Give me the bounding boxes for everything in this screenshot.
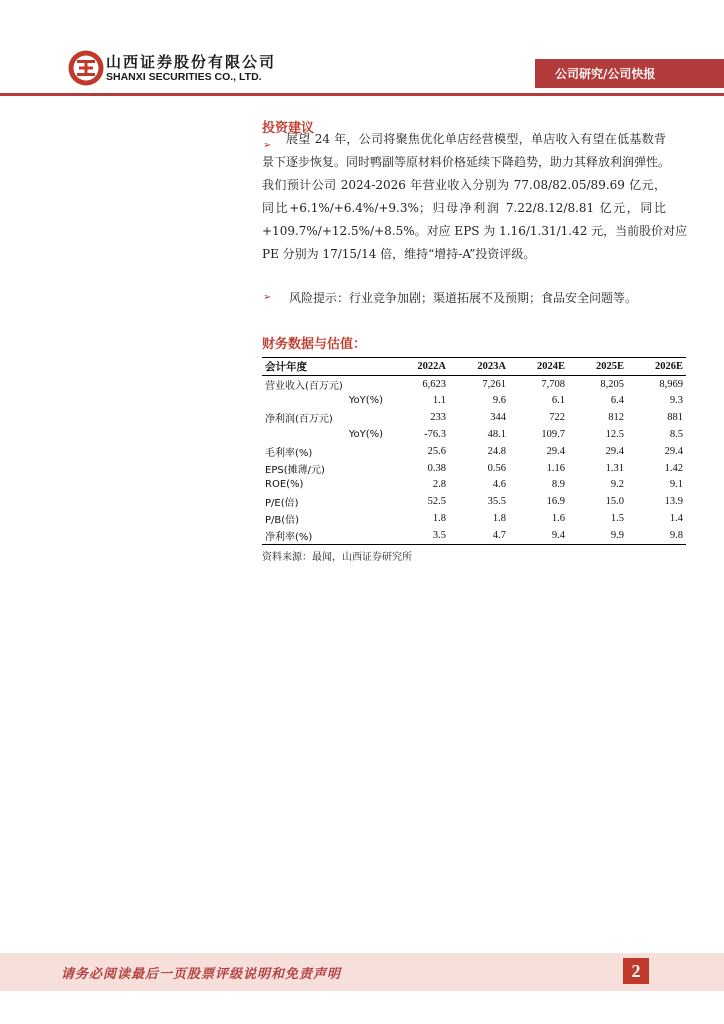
column-header: 会计年度 [265, 360, 307, 373]
table-cell: 1.6 [551, 513, 565, 525]
paragraph-line: PE 分别为 17/15/14 倍，维持“增持-A”投资评级。 [262, 247, 536, 261]
table-cell: 9.4 [551, 529, 565, 541]
investment-section-title: 投资建议 [262, 121, 315, 136]
table-cell: 0.56 [487, 462, 506, 474]
table-cell: 1.1 [432, 395, 446, 407]
paragraph-line: 展望 24 年，公司将聚焦优化单店经营模型，单店收入有望在低基数背 [286, 132, 666, 146]
row-label: 毛利率(%) [265, 447, 313, 459]
table-cell: 233 [430, 412, 446, 424]
row-label: 净利润(百万元) [265, 414, 333, 426]
header-divider [0, 93, 724, 96]
category-band [535, 59, 724, 88]
table-row [262, 426, 686, 443]
table-cell: 3.5 [432, 529, 446, 541]
table-cell: 6.4 [610, 395, 624, 407]
paragraph-line: 同比+6.1%/+6.4%/+9.3%；归母净利润 7.22/8.12/8.81 亿元，同比 [262, 201, 666, 215]
table-cell: 1.8 [432, 513, 446, 525]
table-row [262, 527, 686, 544]
table-cell: 25.6 [427, 445, 446, 457]
data-source-note: 资料来源：最闻，山西证券研究所 [262, 552, 412, 563]
table-cell: 29.4 [664, 445, 683, 457]
paragraph-line: 景下逐步恢复。同时鸭副等原材料价格延续下降趋势，助力其释放利润弹性。 [262, 155, 671, 169]
table-cell: 24.8 [487, 445, 506, 457]
table-row [262, 510, 686, 527]
table-cell: 13.9 [664, 496, 683, 508]
table-header-row [262, 358, 686, 376]
paragraph-line: 我们预计公司 2024-2026 年营业收入分别为 77.08/82.05/89.69 亿元， [262, 178, 666, 192]
table-cell: 9.2 [610, 479, 624, 491]
paragraph-line: +109.7%/+12.5%/+8.5%。对应 EPS 为 1.16/1.31/1.42 元，当前股价对应 [262, 224, 688, 238]
table-cell: 881 [667, 412, 683, 424]
table-cell: 15.0 [605, 496, 624, 508]
column-header: 2023A [477, 360, 506, 372]
table-cell: 8.5 [669, 429, 683, 441]
risk-warning: 风险提示：行业竞争加剧；渠道拓展不及预期；食品安全问题等。 [289, 291, 638, 305]
footer-disclaimer: 请务必阅读最后一页股票评级说明和免责声明 [61, 967, 342, 982]
row-label: P/E(倍) [265, 498, 299, 510]
table-cell: -76.3 [424, 429, 446, 441]
column-header: 2025E [595, 360, 624, 372]
table-cell: 0.38 [427, 462, 446, 474]
table-cell: 9.8 [669, 529, 683, 541]
investment-paragraph [262, 128, 688, 266]
bullet-icon: ➢ [263, 292, 272, 303]
table-cell: 8,205 [600, 378, 624, 390]
table-cell: 6.1 [551, 395, 565, 407]
table-cell: 29.4 [605, 445, 624, 457]
table-cell: 1.5 [610, 513, 624, 525]
table-row [262, 460, 686, 477]
page-header [0, 0, 724, 95]
table-cell: 7,261 [482, 378, 506, 390]
company-logo-icon [67, 49, 105, 87]
column-header: 2024E [536, 360, 565, 372]
table-row [262, 477, 686, 494]
table-cell: 12.5 [605, 429, 624, 441]
table-cell: 109.7 [541, 429, 565, 441]
table-cell: 1.4 [669, 513, 683, 525]
table-cell: 9.1 [669, 479, 683, 491]
table-cell: 48.1 [487, 429, 506, 441]
table-cell: 9.3 [669, 395, 683, 407]
table-cell: 722 [549, 412, 565, 424]
page-number: 2 [623, 958, 649, 984]
table-cell: 8.9 [551, 479, 565, 491]
row-label: YoY(%) [348, 395, 383, 407]
table-cell: 2.8 [432, 479, 446, 491]
table-cell: 4.7 [492, 529, 506, 541]
bullet-icon: ➢ [263, 140, 272, 151]
report-category: 公司研究/公司快报 [555, 67, 656, 81]
brand-name-en: SHANXI SECURITIES CO., LTD. [106, 71, 262, 83]
row-label: P/B(倍) [265, 515, 300, 527]
table-cell: 9.6 [492, 395, 506, 407]
brand-name-cn: 山西证券股份有限公司 [106, 53, 277, 71]
row-label: 净利率(%) [265, 531, 313, 543]
table-cell: 6,623 [422, 378, 446, 390]
table-row [262, 493, 686, 510]
column-header: 2022A [417, 360, 446, 372]
row-label: 营业收入(百万元) [265, 380, 343, 392]
table-cell: 1.8 [492, 513, 506, 525]
table-cell: 29.4 [546, 445, 565, 457]
table-cell: 4.6 [492, 479, 506, 491]
financial-table [262, 357, 686, 545]
table-row [262, 409, 686, 426]
table-cell: 7,708 [541, 378, 565, 390]
table-cell: 9.9 [610, 529, 624, 541]
table-cell: 812 [608, 412, 624, 424]
table-cell: 16.9 [546, 496, 565, 508]
row-label: EPS(摊薄/元) [265, 464, 325, 476]
row-label: YoY(%) [348, 429, 383, 441]
table-cell: 52.5 [427, 496, 446, 508]
table-row [262, 443, 686, 460]
table-cell: 1.31 [605, 462, 624, 474]
row-label: ROE(%) [265, 479, 304, 491]
table-row [262, 393, 686, 410]
table-cell: 35.5 [487, 496, 506, 508]
table-row [262, 375, 686, 392]
table-cell: 8,969 [659, 378, 683, 390]
table-cell: 1.42 [664, 462, 683, 474]
table-cell: 1.16 [546, 462, 565, 474]
table-cell: 344 [490, 412, 506, 424]
column-header: 2026E [654, 360, 683, 372]
financials-section-title: 财务数据与估值： [262, 337, 367, 352]
